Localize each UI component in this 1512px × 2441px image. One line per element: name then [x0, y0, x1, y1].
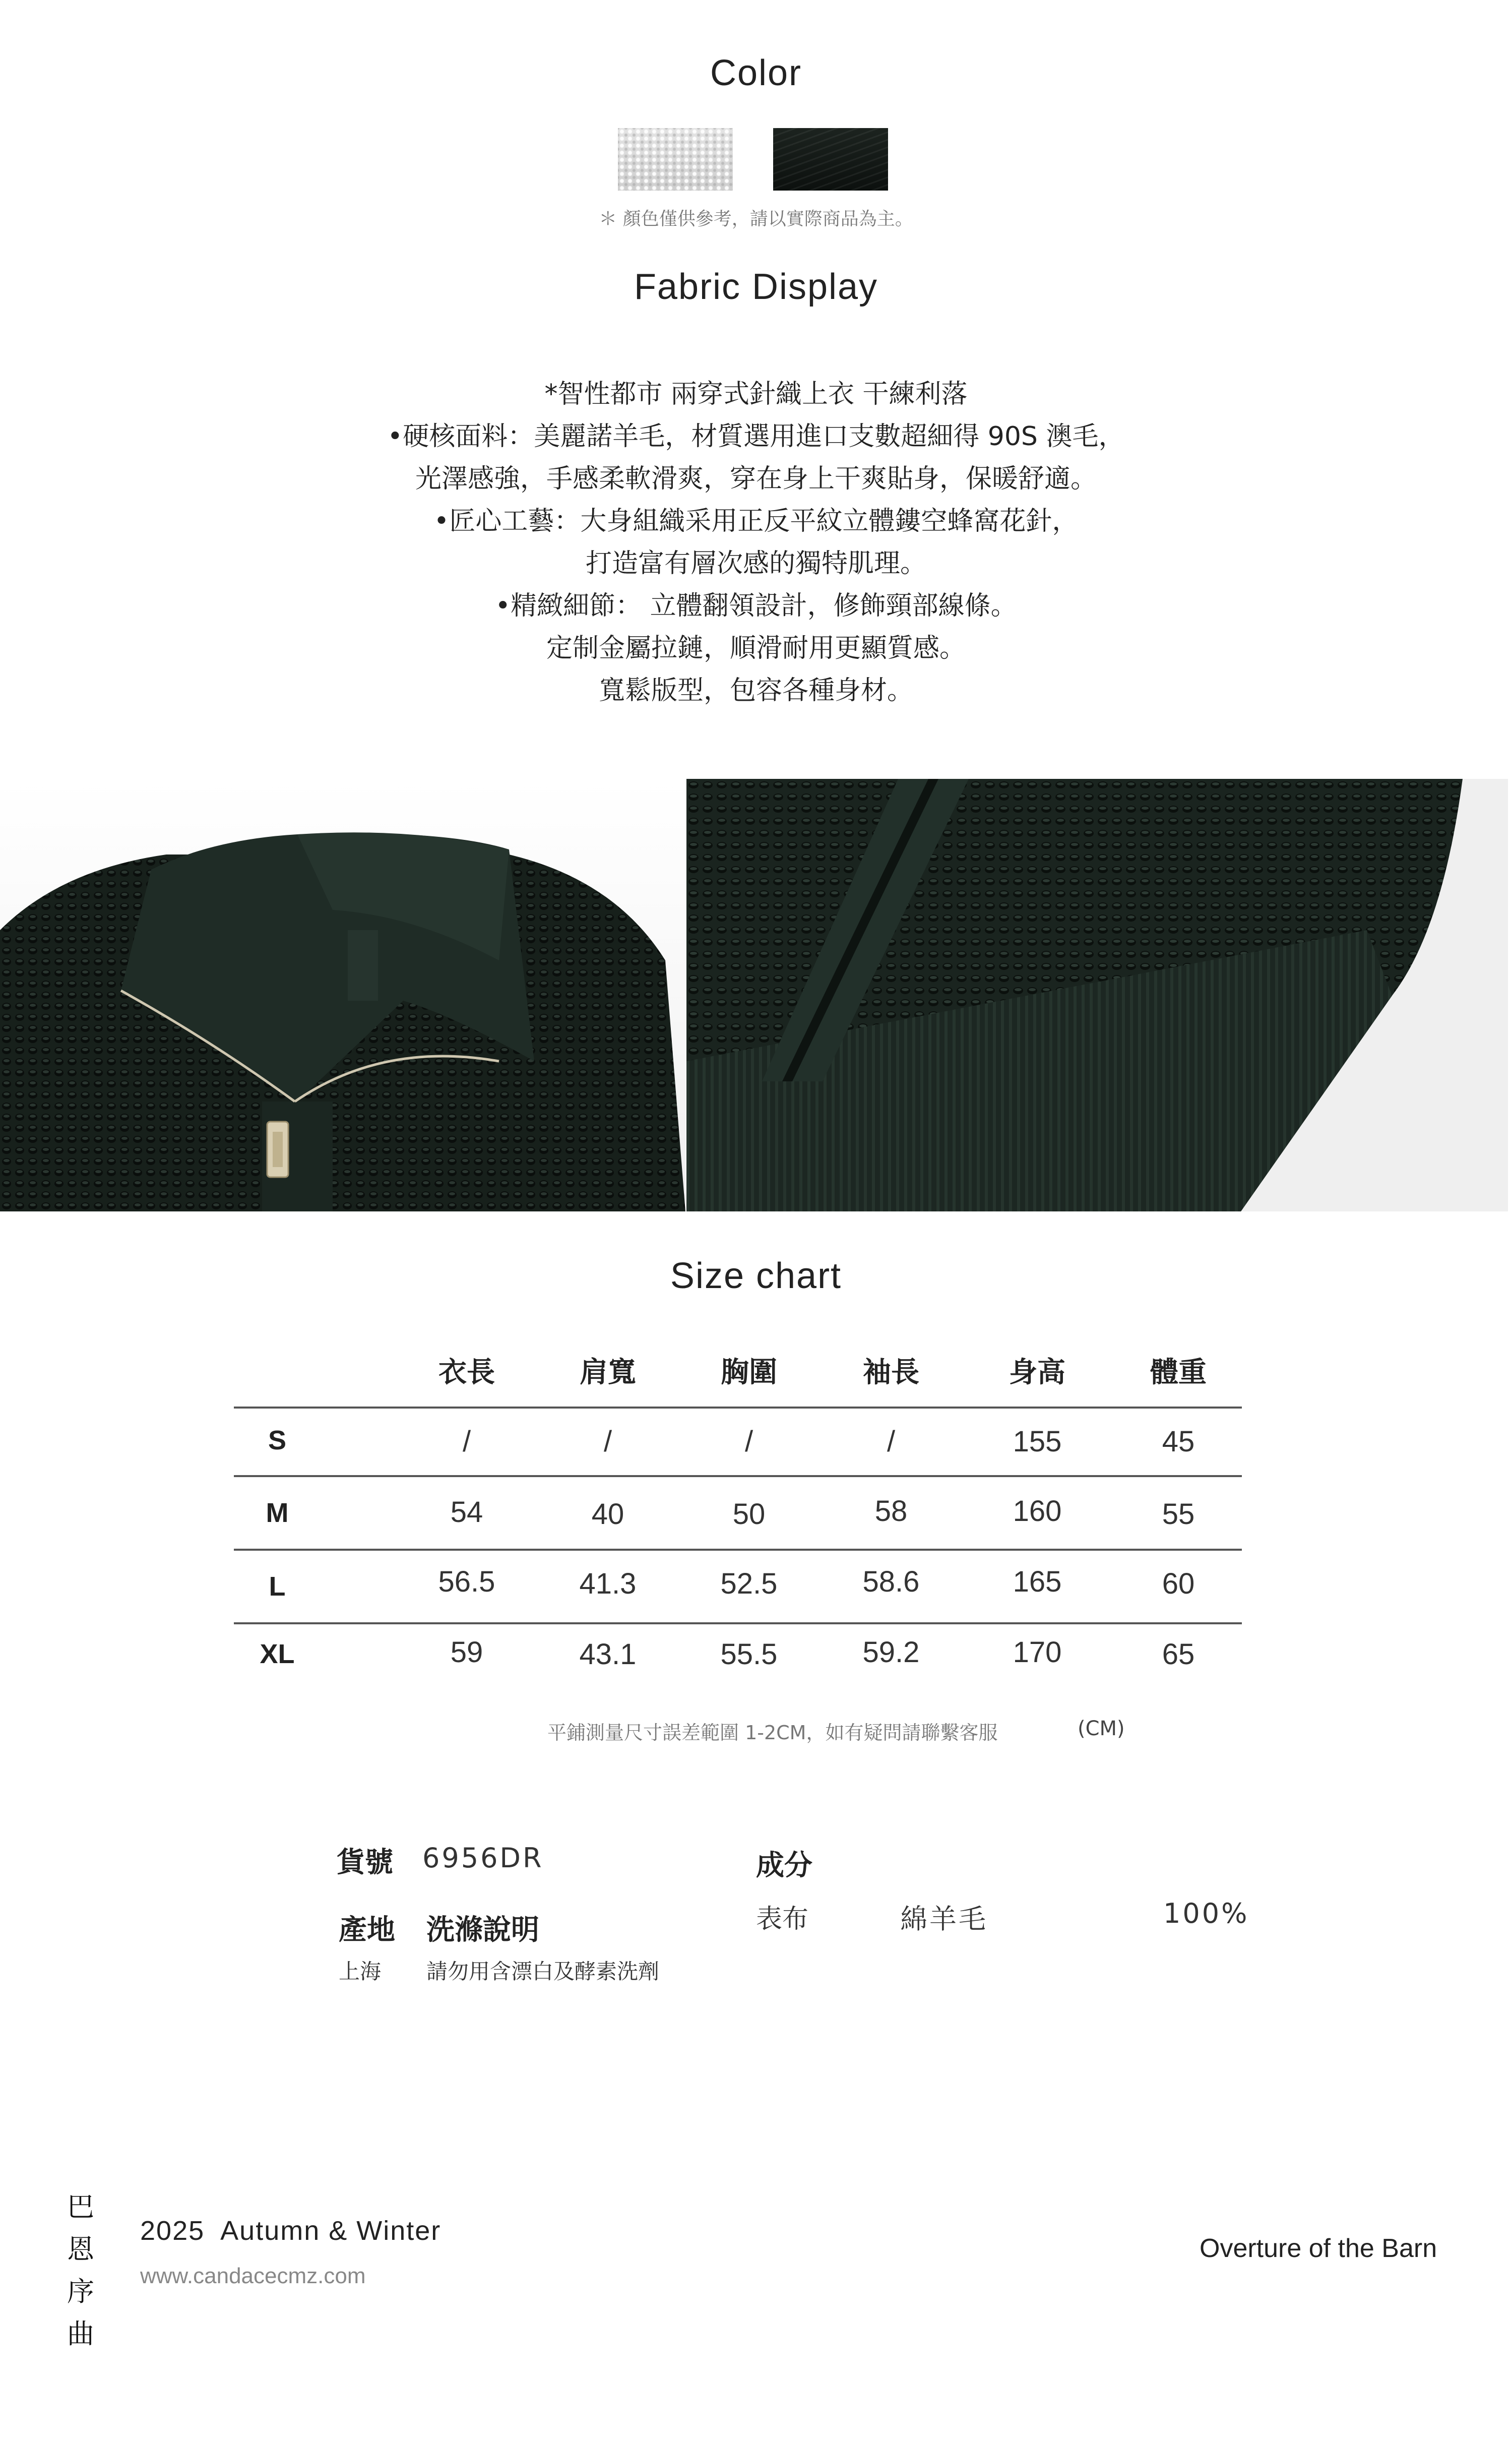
table-cell: 160 — [1013, 1495, 1062, 1528]
table-cell: 59.2 — [862, 1636, 920, 1669]
fabric-line: •硬核面料：美麗諾羊毛，材質選用進口支數超細得 90S 澳毛， — [387, 421, 1125, 452]
color-swatch-light — [618, 128, 733, 191]
table-cell: / — [603, 1425, 612, 1458]
table-cell: 58.6 — [862, 1565, 920, 1598]
brand-char: 曲 — [67, 2318, 94, 2350]
table-cell: 40 — [591, 1498, 624, 1531]
table-cell: 56.5 — [438, 1565, 495, 1598]
table-cell: 165 — [1013, 1565, 1062, 1598]
fabric-heading: Fabric Display — [634, 267, 878, 307]
fabric-line: *智性都市 兩穿式針織上衣 干練利落 — [544, 379, 968, 409]
brand-char: 序 — [67, 2276, 94, 2307]
table-cell: 43.1 — [579, 1638, 637, 1671]
size-header-chest: 胸圍 — [721, 1356, 777, 1389]
season-label: 2025 Autumn & Winter — [140, 2216, 442, 2246]
size-header-weight: 體重 — [1150, 1356, 1207, 1389]
table-cell: 155 — [1013, 1425, 1062, 1458]
item-no-value: 6956DR — [422, 1842, 544, 1874]
size-chart-note: 平鋪測量尺寸誤差範圍 1-2CM，如有疑問請聯繫客服 — [547, 1722, 998, 1744]
table-cell: 45 — [1162, 1425, 1195, 1458]
size-header-height: 身高 — [1009, 1356, 1065, 1389]
size-header-sleeve: 袖長 — [863, 1356, 919, 1389]
brand-vertical-name — [66, 2186, 96, 2355]
table-divider — [234, 1622, 1242, 1624]
color-swatch-dark — [773, 128, 888, 191]
collar-zipper-photo — [0, 779, 685, 1211]
brand-char: 恩 — [67, 2233, 94, 2265]
table-cell: 54 — [450, 1496, 483, 1529]
composition-material: 綿羊毛 — [900, 1903, 988, 1935]
fabric-line: 打造富有層次感的獨特肌理。 — [585, 548, 926, 579]
table-cell: 170 — [1013, 1636, 1062, 1669]
fabric-line: 光澤感強，手感柔軟滑爽，穿在身上干爽貼身，保暖舒適。 — [415, 464, 1097, 494]
item-no-label: 貨號 — [337, 1846, 393, 1879]
size-label-m: M — [266, 1498, 289, 1528]
website-link[interactable]: www.candacecmz.com — [140, 2264, 366, 2288]
fabric-description — [0, 373, 1512, 712]
fabric-line: •匠心工藝：大身組織采用正反平紋立體鏤空蜂窩花針， — [433, 506, 1079, 536]
size-label-l: L — [269, 1571, 286, 1602]
size-chart-unit: (CM) — [1078, 1717, 1125, 1740]
table-cell: 60 — [1162, 1567, 1195, 1600]
wash-label: 洗滌說明 — [426, 1914, 539, 1946]
table-cell: / — [744, 1425, 753, 1458]
brand-char: 巴 — [67, 2191, 94, 2223]
table-cell: 59 — [450, 1636, 483, 1669]
composition-percent: 100% — [1163, 1898, 1249, 1929]
table-cell: 65 — [1162, 1638, 1195, 1671]
composition-part: 表布 — [756, 1904, 809, 1934]
size-label-xl: XL — [260, 1639, 295, 1669]
table-divider — [234, 1549, 1242, 1551]
size-chart-heading: Size chart — [670, 1256, 842, 1296]
table-divider — [234, 1475, 1242, 1477]
fabric-line: •精緻細節： 立體翻領設計，修飾頸部線條。 — [495, 591, 1017, 621]
table-cell: / — [887, 1425, 896, 1458]
table-divider — [234, 1407, 1242, 1409]
table-cell: 52.5 — [720, 1567, 778, 1600]
table-cell: 50 — [732, 1498, 766, 1531]
size-header-shoulder: 肩寬 — [580, 1356, 636, 1389]
color-heading: Color — [710, 53, 802, 93]
origin-label: 產地 — [339, 1914, 395, 1946]
composition-label: 成分 — [756, 1849, 812, 1882]
wash-value: 請勿用含漂白及酵素洗劑 — [426, 1959, 660, 1984]
table-cell: / — [462, 1425, 471, 1458]
fabric-line: 定制金屬拉鏈，順滑耐用更顯質感。 — [546, 633, 966, 663]
collection-name: Overture of the Barn — [1200, 2234, 1437, 2263]
fabric-line: 寬鬆版型，包容各種身材。 — [598, 676, 913, 706]
hem-placket-photo — [686, 779, 1508, 1211]
size-label-s: S — [268, 1425, 287, 1455]
table-cell: 58 — [874, 1495, 908, 1528]
size-header-length: 衣長 — [438, 1356, 495, 1389]
table-cell: 55 — [1162, 1498, 1195, 1531]
color-note: ＊ 顏色僅供參考，請以實際商品為主。 — [599, 209, 913, 229]
table-cell: 55.5 — [720, 1638, 778, 1671]
origin-value: 上海 — [339, 1959, 382, 1984]
table-cell: 41.3 — [579, 1567, 637, 1600]
